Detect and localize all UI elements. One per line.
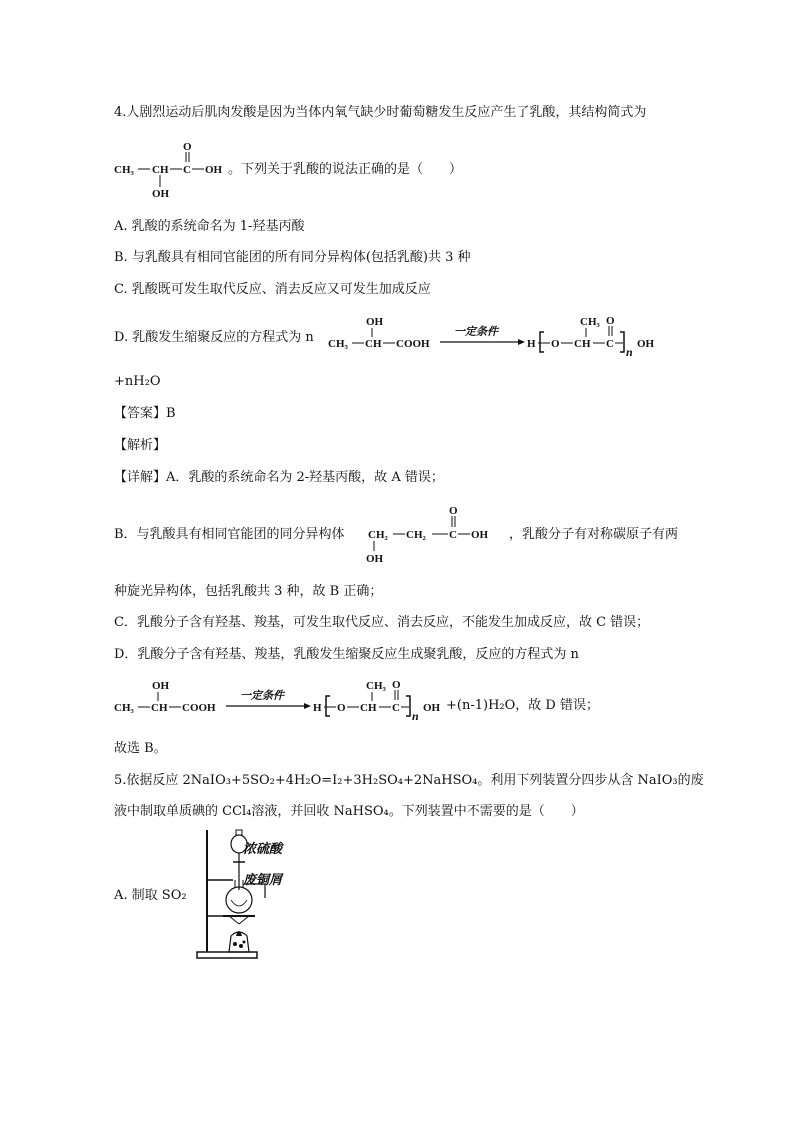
svg-text:CH₃: CH₃: [328, 338, 348, 350]
svg-text:O: O: [551, 338, 560, 350]
detail-d: D．乳酸分子含有羟基、羧基，乳酸发生缩聚反应生成聚乳酸，反应的方程式为 n: [114, 647, 579, 662]
svg-text:CH: CH: [574, 338, 591, 350]
svg-text:CH₃: CH₃: [114, 164, 134, 176]
label-waste-copper: 废铜屑: [243, 873, 283, 888]
svg-text:CH: CH: [360, 702, 377, 714]
lactic-acid-structure: [112, 140, 232, 204]
svg-text:O: O: [183, 141, 192, 153]
svg-text:COOH: COOH: [396, 338, 430, 350]
svg-text:C: C: [183, 164, 191, 176]
svg-text:OH: OH: [152, 680, 170, 692]
analysis-label: 【解析】: [114, 438, 167, 453]
svg-text:CH₃: CH₃: [580, 316, 600, 328]
svg-text:OH: OH: [471, 529, 489, 541]
detail-b-line2: 种旋光异构体，包括乳酸共 3 种，故 B 正确；: [114, 584, 383, 599]
svg-text:CH₂: CH₂: [406, 529, 426, 541]
svg-text:CH: CH: [152, 164, 169, 176]
svg-text:OH: OH: [152, 188, 170, 200]
option-d-reaction: [328, 312, 668, 360]
svg-text:CH₂: CH₂: [368, 529, 388, 541]
q4-option-c: C. 乳酸既可发生取代反应、消去反应又可发生加成反应: [114, 282, 431, 297]
q4-stem-tail: 。下列关于乳酸的说法正确的是（ ）: [228, 162, 463, 177]
svg-text:O: O: [337, 702, 346, 714]
svg-text:H: H: [313, 702, 322, 714]
q5-stem-line1: 5.依据反应 2NaIO₃+5SO₂+4H₂O=I₂+3H₂SO₄+2NaHSO₄。利用下列装置分四步从含 NaIO₃的废: [114, 773, 704, 788]
q5-option-a: A. 制取 SO₂: [114, 888, 187, 903]
svg-text:O: O: [392, 679, 401, 691]
svg-text:CH₃: CH₃: [114, 702, 134, 714]
svg-text:O: O: [606, 315, 615, 327]
q4-option-d-tail: +nH₂O: [114, 374, 161, 389]
detail-c: C．乳酸分子含有羟基、羧基，可发生取代反应、消去反应，不能发生加成反应，故 C 错误；: [114, 615, 650, 630]
detail-d-reaction: [114, 676, 454, 724]
svg-text:OH: OH: [366, 553, 384, 565]
svg-text:C: C: [449, 529, 457, 541]
answer-label: 【答案】B: [114, 406, 176, 421]
svg-text:n: n: [412, 709, 419, 723]
q4-option-b: B. 与乳酸具有相同官能团的所有同分异构体(包括乳酸)共 3 种: [114, 250, 471, 265]
isomer-structure: [366, 504, 506, 568]
svg-text:COOH: COOH: [182, 702, 216, 714]
svg-text:OH: OH: [366, 316, 384, 328]
q4-option-a: A. 乳酸的系统命名为 1-羟基丙酸: [114, 219, 305, 234]
svg-text:OH: OH: [637, 338, 655, 350]
detail-a: 【详解】A．乳酸的系统命名为 2-羟基丙酸，故 A 错误；: [114, 470, 444, 485]
svg-text:OH: OH: [205, 164, 223, 176]
svg-text:一定条件: 一定条件: [454, 326, 498, 338]
detail-b-suffix: ，乳酸分子有对称碳原子有两: [509, 527, 679, 542]
svg-text:H: H: [527, 338, 536, 350]
svg-text:C: C: [392, 702, 400, 714]
svg-text:CH₃: CH₃: [366, 680, 386, 692]
svg-text:O: O: [449, 505, 458, 517]
label-conc-sulfuric-acid: 浓硫酸: [243, 842, 283, 857]
detail-b-prefix: B．与乳酸具有相同官能团的同分异构体: [114, 527, 345, 542]
q5-stem-line2: 液中制取单质碘的 CCl₄溶液，并回收 NaHSO₄。下列装置中不需要的是（ ）: [114, 804, 584, 819]
q4-stem: 4.人剧烈运动后肌肉发酸是因为当体内氧气缺少时葡萄糖发生反应产生了乳酸，其结构简式为: [114, 105, 647, 120]
svg-text:OH: OH: [423, 702, 441, 714]
svg-text:CH: CH: [151, 702, 168, 714]
conclusion: 故选 B。: [114, 741, 167, 756]
q4-option-d: D. 乳酸发生缩聚反应的方程式为 n: [114, 330, 314, 345]
svg-text:一定条件: 一定条件: [240, 690, 284, 702]
svg-text:n: n: [626, 345, 633, 359]
svg-text:CH: CH: [365, 338, 382, 350]
detail-d-tail: +(n-1)H₂O，故 D 错误；: [446, 698, 599, 713]
svg-text:C: C: [606, 338, 614, 350]
